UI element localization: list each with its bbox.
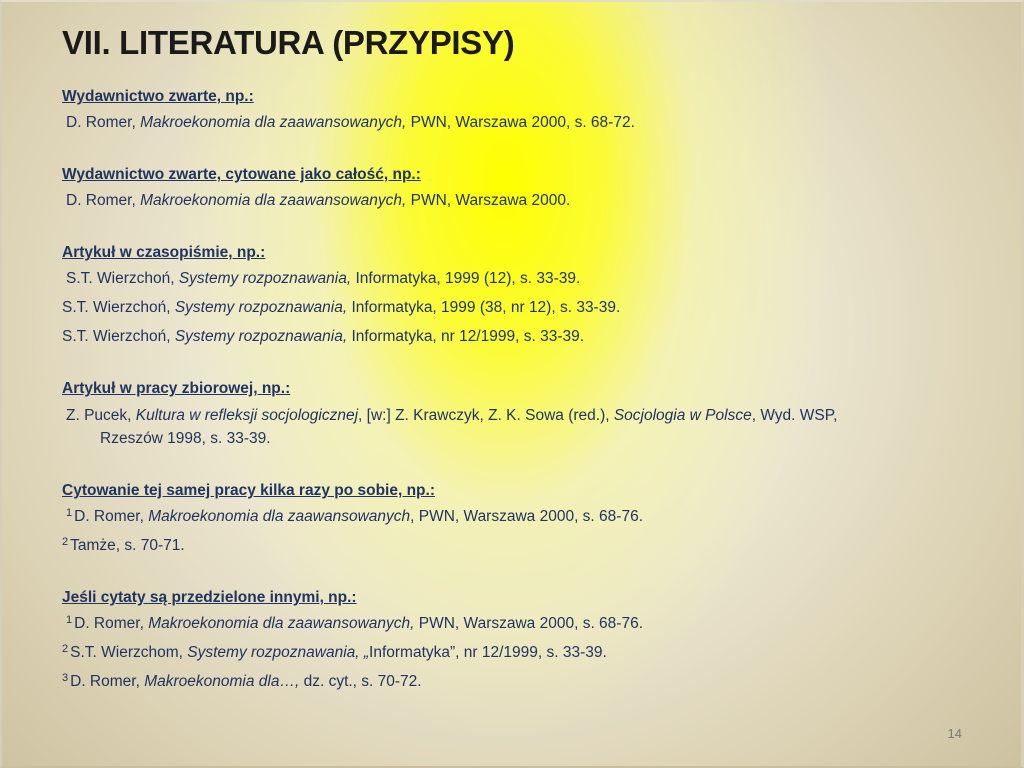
reference-line xyxy=(62,293,962,322)
reference-line xyxy=(62,667,962,696)
ref-details: PWN, Warszawa 2000, s. 68-76. xyxy=(414,615,644,632)
page-number: 14 xyxy=(947,726,962,741)
ref-book-title: Socjologia w Polsce xyxy=(613,407,752,424)
ref-author: S.T. Wierzchom, xyxy=(70,644,188,661)
reference-line xyxy=(62,638,962,667)
ref-author: D. Romer, xyxy=(66,114,141,131)
section-heading: Artykuł w pracy zbiorowej, np.: xyxy=(62,380,291,397)
ref-author: S.T. Wierzchoń, xyxy=(66,270,179,287)
reference-line xyxy=(62,609,962,638)
slide-title: VII. LITERATURA (PRZYPISY) xyxy=(62,24,515,61)
section-heading: Artykuł w czasopiśmie, np.: xyxy=(62,244,266,261)
ref-text: Tamże, s. 70-71. xyxy=(70,537,185,554)
reference-line xyxy=(62,322,962,351)
section-heading: Wydawnictwo zwarte, cytowane jako całość, np.: xyxy=(62,166,421,183)
ref-title: Makroekonomia dla zaawansowanych, xyxy=(140,114,407,131)
reference-line xyxy=(62,502,962,531)
footnote-number: 3 xyxy=(62,672,69,684)
footnote-number: 1 xyxy=(66,614,73,626)
ref-title: Makroekonomia dla…, xyxy=(144,673,300,690)
ref-author: S.T. Wierzchoń, xyxy=(62,299,175,316)
ref-details: PWN, Warszawa 2000. xyxy=(406,192,571,209)
ref-author: D. Romer, xyxy=(74,615,149,632)
ref-details: PWN, Warszawa 2000, s. 68-72. xyxy=(406,114,635,131)
footnote-number: 2 xyxy=(62,536,69,548)
ref-title: Kultura w refleksji socjologicznej xyxy=(135,407,359,424)
ref-title: Systemy rozpoznawania, xyxy=(174,299,348,316)
ref-details: , Wyd. WSP, xyxy=(751,407,838,424)
reference-line xyxy=(62,108,962,137)
reference-line xyxy=(62,264,962,293)
ref-details: Informatyka, 1999 (12), s. 33-39. xyxy=(351,270,581,287)
ref-title: Makroekonomia dla zaawansowanych xyxy=(148,508,411,525)
ref-title: Systemy rozpoznawania, xyxy=(174,328,348,345)
slide-content xyxy=(62,86,962,696)
footnote-number: 1 xyxy=(66,507,73,519)
ref-author: Z. Pucek, xyxy=(66,407,136,424)
section-heading: Jeśli cytaty są przedzielone innymi, np.: xyxy=(62,589,357,606)
ref-author: S.T. Wierzchoń, xyxy=(62,328,175,345)
ref-details: Informatyka”, nr 12/1999, s. 33-39. xyxy=(369,644,607,661)
ref-editors: , [w:] Z. Krawczyk, Z. K. Sowa (red.), xyxy=(358,407,614,424)
ref-details: Informatyka, nr 12/1999, s. 33-39. xyxy=(347,328,585,345)
reference-line xyxy=(62,186,962,215)
section-heading: Cytowanie tej samej pracy kilka razy po sobie, np.: xyxy=(62,482,435,499)
reference-line xyxy=(62,531,962,560)
ref-title: Systemy rozpoznawania, xyxy=(178,270,352,287)
ref-title: Systemy rozpoznawania, „ xyxy=(187,644,370,661)
ref-details: , PWN, Warszawa 2000, s. 68-76. xyxy=(410,508,643,525)
ref-author: D. Romer, xyxy=(70,673,145,690)
ref-author: D. Romer, xyxy=(74,508,149,525)
ref-title: Makroekonomia dla zaawansowanych, xyxy=(140,192,407,209)
section-heading: Wydawnictwo zwarte, np.: xyxy=(62,88,254,105)
reference-line xyxy=(62,404,962,450)
ref-title: Makroekonomia dla zaawansowanych, xyxy=(148,615,415,632)
ref-continuation: Rzeszów 1998, s. 33-39. xyxy=(100,430,271,447)
ref-author: D. Romer, xyxy=(66,192,141,209)
ref-details: Informatyka, 1999 (38, nr 12), s. 33-39. xyxy=(347,299,621,316)
footnote-number: 2 xyxy=(62,643,69,655)
ref-details: dz. cyt., s. 70-72. xyxy=(299,673,422,690)
